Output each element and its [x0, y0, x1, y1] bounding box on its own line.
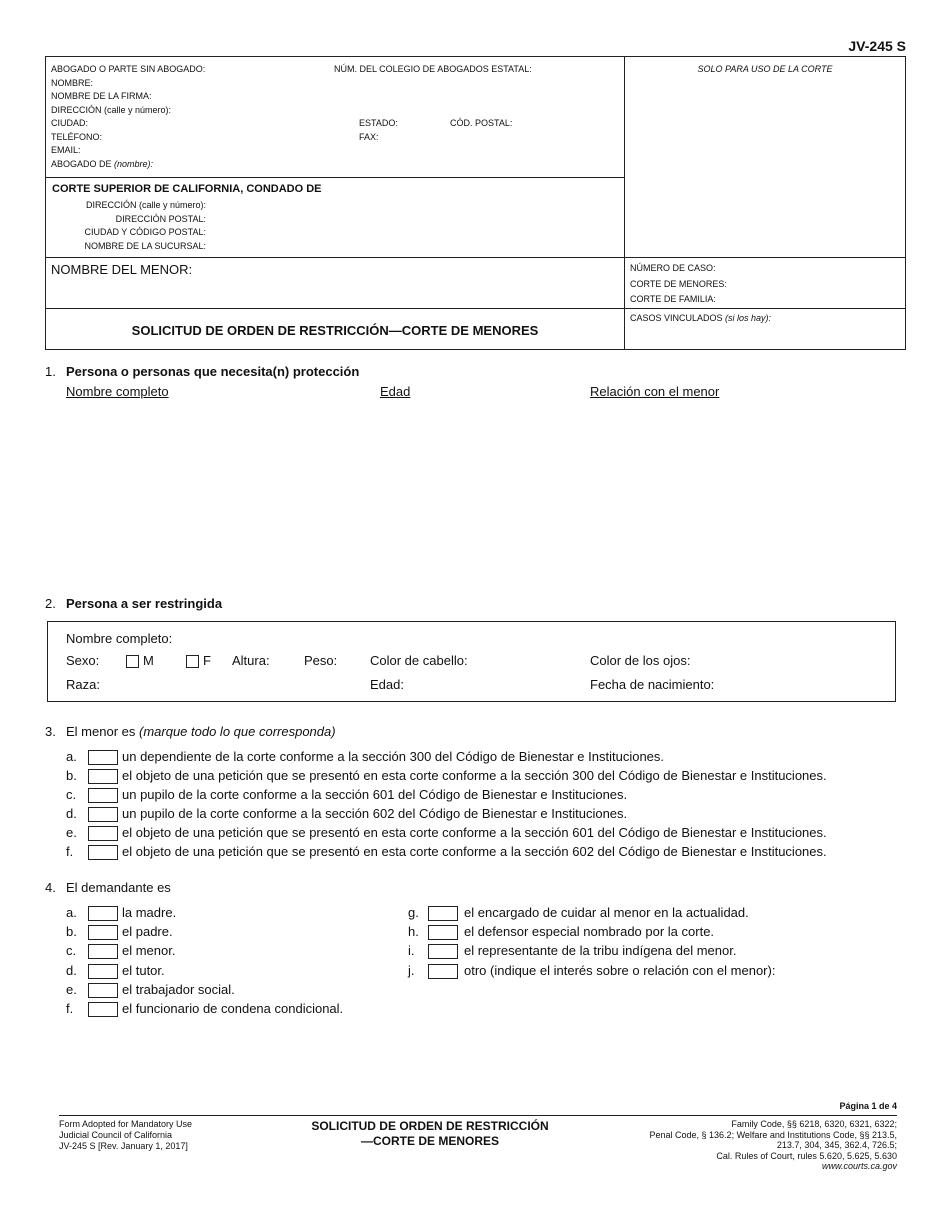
court-branch-label: NOMBRE DE LA SUCURSAL:	[84, 240, 206, 251]
section3-e-checkbox[interactable]	[88, 826, 118, 841]
list-item: j. otro (indique el interés sobre o relación con el menor):	[408, 962, 776, 978]
linked-cases-note: (si los hay):	[725, 313, 772, 323]
email-label: EMAIL:	[51, 145, 81, 155]
section2-num: 2.	[45, 596, 56, 611]
list-item: g. el encargado de cuidar al menor en la actualidad.	[408, 905, 749, 920]
section4-i-checkbox[interactable]	[428, 944, 458, 959]
section1-title: Persona o personas que necesita(n) protección	[66, 364, 360, 379]
sex-f-checkbox[interactable]	[186, 655, 199, 668]
section1-num: 1.	[45, 364, 56, 379]
section3-title: El menor es	[66, 724, 136, 739]
list-item: c. un pupilo de la corte conforme a la sección 601 del Código de Bienestar e Instituciones.	[66, 787, 628, 802]
section4-d-checkbox[interactable]	[88, 964, 118, 979]
list-item: b. el padre.	[66, 924, 173, 940]
form-title: SOLICITUD DE ORDEN DE RESTRICCIÓN—CORTE DE MENORES	[131, 323, 539, 338]
section3-b-checkbox[interactable]	[88, 769, 118, 784]
court-use-label: SOLO PARA USO DE LA CORTE	[697, 64, 833, 74]
section3-num: 3.	[45, 724, 56, 739]
juvenile-court-label: CORTE DE MENORES:	[630, 278, 727, 289]
zip-label: CÓD. POSTAL:	[450, 118, 513, 128]
address-label: DIRECCIÓN (calle y número):	[51, 104, 172, 115]
section4-num: 4.	[45, 880, 56, 895]
phone-label: TELÉFONO:	[51, 131, 103, 142]
footer-right-2: Penal Code, § 136.2; Welfare and Institutions Code, §§ 213.5,	[649, 1129, 897, 1140]
name-label: NOMBRE:	[51, 77, 94, 88]
list-item: b. el objeto de una petición que se presentó en esta corte conforme a la sección 300 del Código de Bienestar e Instituciones.	[66, 768, 827, 783]
list-item: e. el objeto de una petición que se presentó en esta corte conforme a la sección 601 del Código de Bienestar e Instituciones.	[66, 825, 827, 840]
section3-c-checkbox[interactable]	[88, 788, 118, 803]
footer-left-1: Form Adopted for Mandatory Use	[59, 1119, 193, 1129]
list-item: h. el defensor especial nombrado por la corte.	[408, 924, 715, 940]
footer-website-link[interactable]: www.courts.ca.gov	[821, 1161, 897, 1171]
sex-f-label: F	[203, 653, 211, 668]
attorney-for-label: ABOGADO DE	[51, 158, 112, 169]
attorney-label: ABOGADO O PARTE SIN ABOGADO:	[51, 64, 206, 74]
footer-title-1: SOLICITUD DE ORDEN DE RESTRICCIÓN	[311, 1119, 549, 1133]
footer-left-3: JV-245 S [Rev. January 1, 2017]	[59, 1141, 188, 1151]
list-item: f. el objeto de una petición que se presentó en esta corte conforme a la sección 602 del Código de Bienestar e Instituciones.	[66, 844, 827, 859]
footer-right-3: 213.7, 304, 345, 362.4, 726.5;	[776, 1140, 897, 1150]
section4-c-checkbox[interactable]	[88, 944, 118, 959]
footer-left-2: Judicial Council of California	[59, 1130, 173, 1140]
hair-label: Color de cabello:	[370, 653, 468, 668]
page-number: Página 1 de 4	[839, 1101, 897, 1111]
child-name-label: NOMBRE DEL MENOR:	[51, 262, 193, 277]
list-item: a. la madre.	[66, 905, 177, 920]
sex-label: Sexo:	[66, 653, 100, 668]
age-label: Edad:	[370, 677, 404, 692]
court-title: CORTE SUPERIOR DE CALIFORNIA, CONDADO DE	[52, 183, 322, 195]
list-item: f. el funcionario de condena condicional.	[66, 1000, 344, 1016]
section4-title: El demandante es	[66, 880, 171, 895]
list-item: d. un pupilo de la corte conforme a la sección 602 del Código de Bienestar e Instituciones.	[66, 806, 628, 821]
section3-d-checkbox[interactable]	[88, 807, 118, 822]
col-relation: Relación con el menor	[590, 384, 720, 399]
race-label: Raza:	[66, 677, 100, 692]
col-full-name: Nombre completo	[66, 384, 169, 399]
bar-label: NÚM. DEL COLEGIO DE ABOGADOS ESTATAL:	[334, 64, 532, 74]
sex-m-checkbox[interactable]	[126, 655, 139, 668]
form-id: JV-245 S	[848, 38, 906, 54]
linked-cases-label: CASOS VINCULADOS	[630, 313, 723, 323]
section3-a-checkbox[interactable]	[88, 750, 118, 765]
footer-right-1: Family Code, §§ 6218, 6320, 6321, 6322;	[731, 1119, 897, 1129]
section4-h-checkbox[interactable]	[428, 925, 458, 940]
section4-f-checkbox[interactable]	[88, 1002, 118, 1017]
section4-j-checkbox[interactable]	[428, 964, 458, 979]
state-label: ESTADO:	[359, 118, 398, 128]
eyes-label: Color de los ojos:	[590, 653, 691, 668]
section4-e-checkbox[interactable]	[88, 983, 118, 998]
court-mailing-label: DIRECCIÓN POSTAL:	[115, 213, 206, 224]
fax-label: FAX:	[359, 132, 379, 142]
section2-title: Persona a ser restringida	[66, 596, 223, 611]
height-label: Altura:	[232, 653, 270, 668]
restrained-person-box	[47, 621, 896, 702]
list-item: a. un dependiente de la corte conforme a la sección 300 del Código de Bienestar e Instituciones.	[66, 749, 665, 764]
family-court-label: CORTE DE FAMILIA:	[630, 294, 716, 304]
section4-g-checkbox[interactable]	[428, 906, 458, 921]
court-address-label: DIRECCIÓN (calle y número):	[85, 200, 206, 210]
city-label: CIUDAD:	[51, 118, 89, 128]
list-item: e. el trabajador social.	[66, 981, 235, 997]
weight-label: Peso:	[304, 653, 338, 668]
list-item: c. el menor.	[66, 943, 176, 959]
section3-note: (marque todo lo que corresponda)	[139, 724, 336, 739]
sex-m-label: M	[143, 653, 154, 668]
list-item: i. el representante de la tribu indígena del menor.	[408, 943, 737, 959]
attorney-for-name-label: (nombre):	[114, 158, 154, 169]
list-item: d. el tutor.	[66, 962, 165, 978]
section4-b-checkbox[interactable]	[88, 925, 118, 940]
col-age: Edad	[380, 384, 411, 399]
section3-f-checkbox[interactable]	[88, 845, 118, 860]
court-city-zip-label: CIUDAD Y CÓDIGO POSTAL:	[84, 227, 206, 237]
section4-a-checkbox[interactable]	[88, 906, 118, 921]
full-name-label: Nombre completo:	[66, 631, 173, 646]
dob-label: Fecha de nacimiento:	[590, 677, 715, 692]
footer-title-2: —CORTE DE MENORES	[360, 1134, 499, 1148]
footer-right-4: Cal. Rules of Court, rules 5.620, 5.625, 5.630	[716, 1150, 897, 1161]
firm-label: NOMBRE DE LA FIRMA:	[51, 91, 152, 101]
case-number-label: NÚMERO DE CASO:	[630, 263, 716, 273]
